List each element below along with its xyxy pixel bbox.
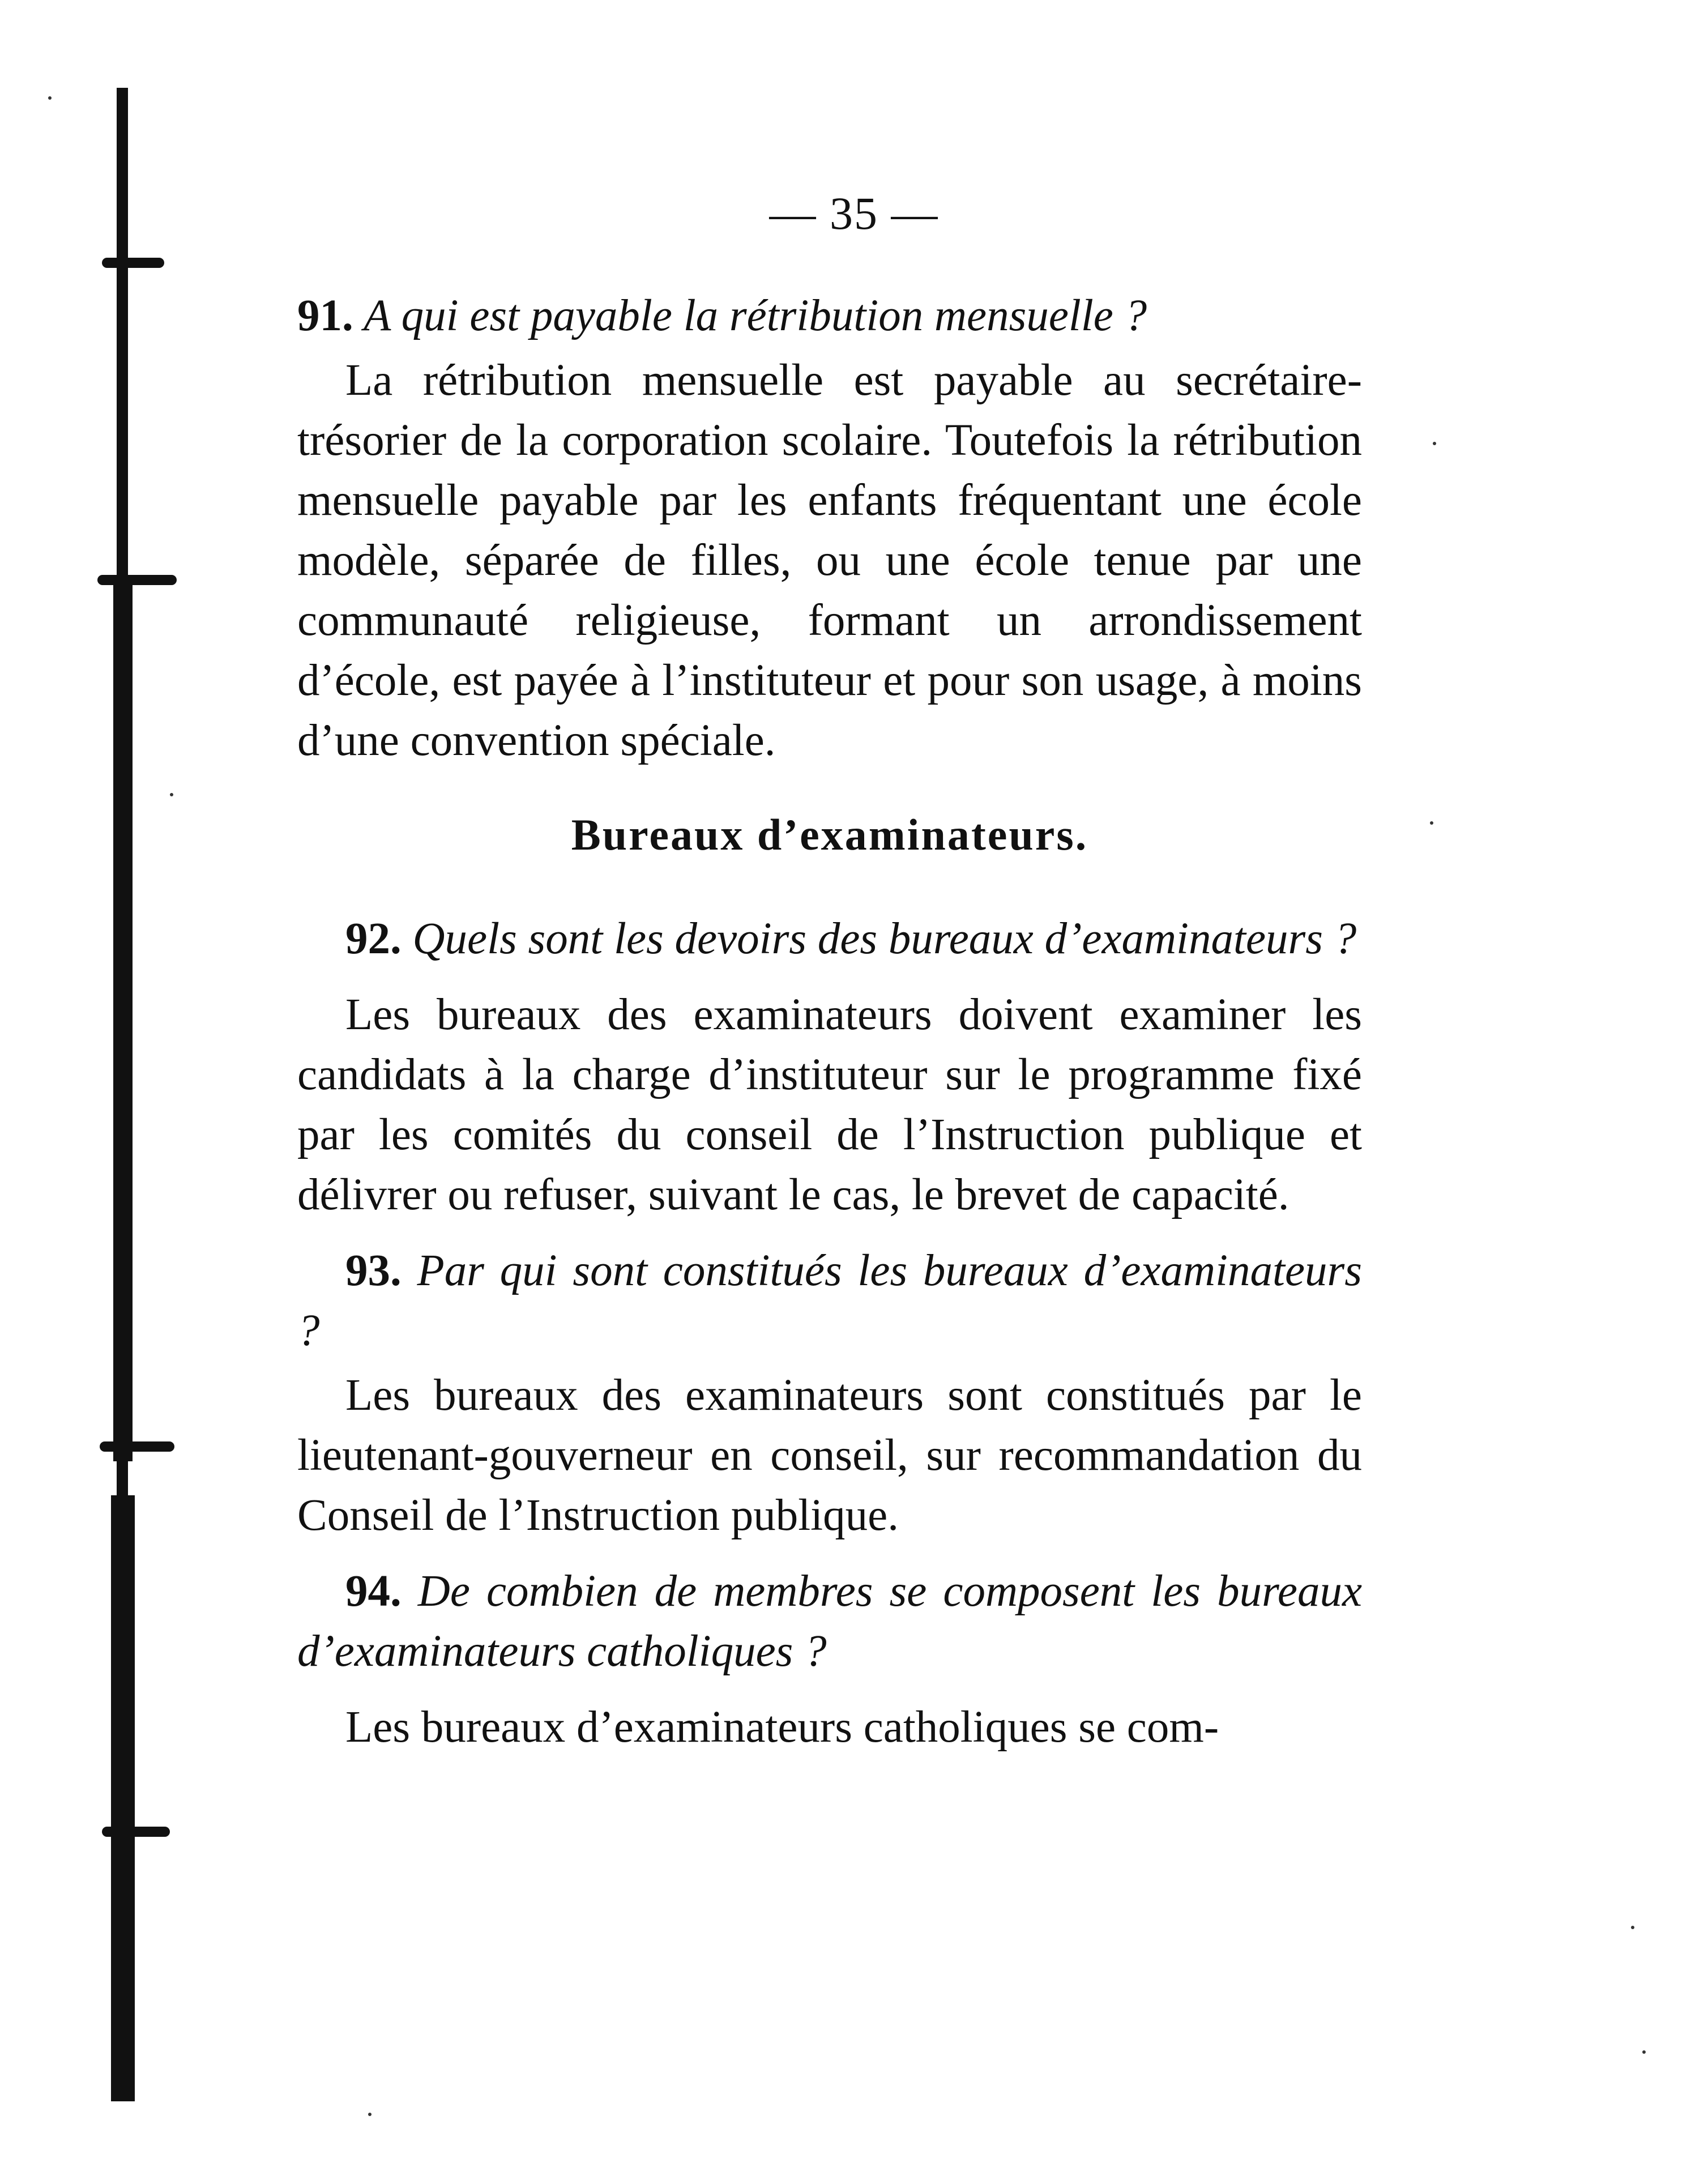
question-number: 92. [345, 914, 402, 963]
question-number: 93. [345, 1246, 402, 1295]
answer-94: Les bureaux d’examinateurs catholiques se com- [345, 1703, 1219, 1752]
section-heading: Bureaux d’examinateurs. [571, 810, 1088, 859]
binding-stitch [100, 1441, 174, 1452]
binding-edge-thick [113, 578, 133, 1461]
question-text: De combien de membres se composent les bureaux d’examinateurs catholiques ? [297, 1567, 1363, 1676]
answer-91: La rétribution mensuelle est payable au secrétaire-trésorier de la corporation scolaire. Toutefois la rétribution mensuelle payable par les enfants fréquentant une école modèle, séparée de filles, ou une école tenue par une communauté religieuse, formant un arrondissement d’école, est payée à l’instituteur et pour son usage, à moins d’une convention spéciale. [297, 356, 1362, 765]
binding-stitch [102, 258, 164, 268]
question-number: 94. [345, 1567, 402, 1616]
binding-stitch [102, 1827, 170, 1837]
question-text: Quels sont les devoirs des bureaux d’examinateurs ? [412, 914, 1357, 963]
scan-speck [1433, 442, 1436, 445]
question-93 [297, 1241, 1362, 1361]
scan-speck [368, 2113, 372, 2116]
question-92 [297, 909, 1362, 969]
question-91 [297, 286, 1362, 346]
binding-edge-lower [111, 1495, 135, 2101]
scan-speck [1430, 821, 1433, 825]
question-94 [297, 1562, 1362, 1682]
scan-speck [1631, 1926, 1634, 1929]
scan-speck [1642, 2050, 1646, 2054]
binding-stitch [97, 575, 177, 585]
page-number: — 35 — [769, 187, 939, 239]
page-body [297, 286, 1362, 1758]
question-text: A qui est payable la rétribution mensuelle ? [364, 291, 1147, 340]
answer-93: Les bureaux des examinateurs sont constitués par le lieutenant-gouverneur en conseil, sur recommandation du Conseil de l’Instruction publique. [297, 1371, 1362, 1540]
scan-speck [170, 793, 173, 796]
scan-speck [48, 96, 52, 100]
question-text: Par qui sont constitués les bureaux d’examinateurs ? [297, 1246, 1363, 1355]
answer-92: Les bureaux des examinateurs doivent examiner les candidats à la charge d’instituteur sur le programme fixé par les comités du conseil de l’Instruction publique et délivrer ou refuser, suivant le cas, le brevet de capacité. [297, 990, 1362, 1219]
question-number: 91. [297, 291, 353, 340]
